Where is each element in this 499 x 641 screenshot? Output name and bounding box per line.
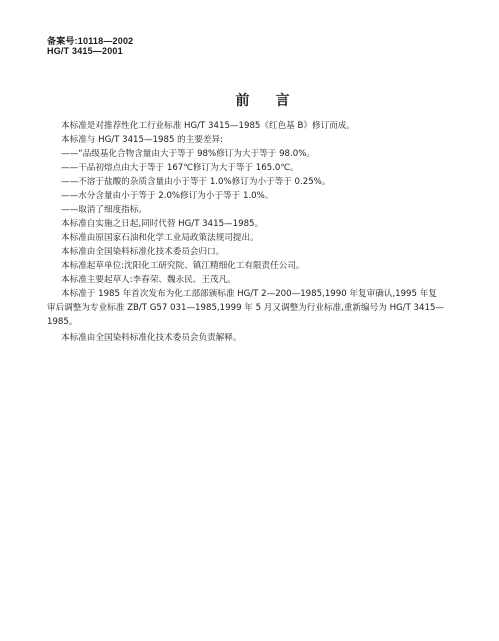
record-number: 备案号:10118—2002	[47, 36, 134, 46]
list-item: ——“品级基化合物含量由大于等于 98%修订为大于等于 98.0%。	[61, 149, 315, 159]
paragraph-line: 本标准起草单位:沈阳化工研究院、镇江精细化工有限责任公司。	[61, 261, 305, 271]
paragraph-line: 1985。	[47, 317, 78, 327]
page-title: 前言	[235, 93, 316, 109]
list-item: ——水分含量由小于等于 2.0%修订为小于等于 1.0%。	[61, 191, 274, 201]
list-item: ——不溶于盐酸的杂质含量由小于等于 1.0%修订为小于等于 0.25%。	[61, 177, 331, 187]
standard-number: HG/T 3415—2001	[47, 46, 123, 56]
paragraph-line: 本标准于 1985 年首次发布为化工部部颁标准 HG/T 2—200—1985,1990 年复审确认,1995 年复	[61, 289, 437, 299]
paragraph-line: 本标准是对推荐性化工行业标准 HG/T 3415—1985《红色基 B》修订而成。	[61, 121, 355, 131]
paragraph-line: 本标准与 HG/T 3415—1985 的主要差异:	[61, 135, 224, 145]
paragraph-line: 本标准由全国染料标准化技术委员会负责解释。	[61, 333, 242, 343]
paragraph-line: 本标准自实施之日起,同时代替 HG/T 3415—1985。	[61, 219, 264, 229]
paragraph-line: 本标准由全国染料标准化技术委员会归口。	[61, 247, 225, 257]
paragraph-line: 审后调整为专业标准 ZB/T G57 031—1985,1999 年 5 月又调整为行业标准,重新编号为 HG/T 3415—	[47, 303, 445, 313]
paragraph-line: 本标准由原国家石油和化学工业局政策法规司提出。	[61, 233, 259, 243]
list-item: ——干品初熔点由大于等于 167℃修订为大于等于 165.0℃。	[61, 163, 299, 173]
list-item: ——取消了细度指标。	[61, 205, 147, 215]
paragraph-line: 本标准主要起草人:李春荣、魏永民、王茂凡。	[61, 275, 236, 285]
